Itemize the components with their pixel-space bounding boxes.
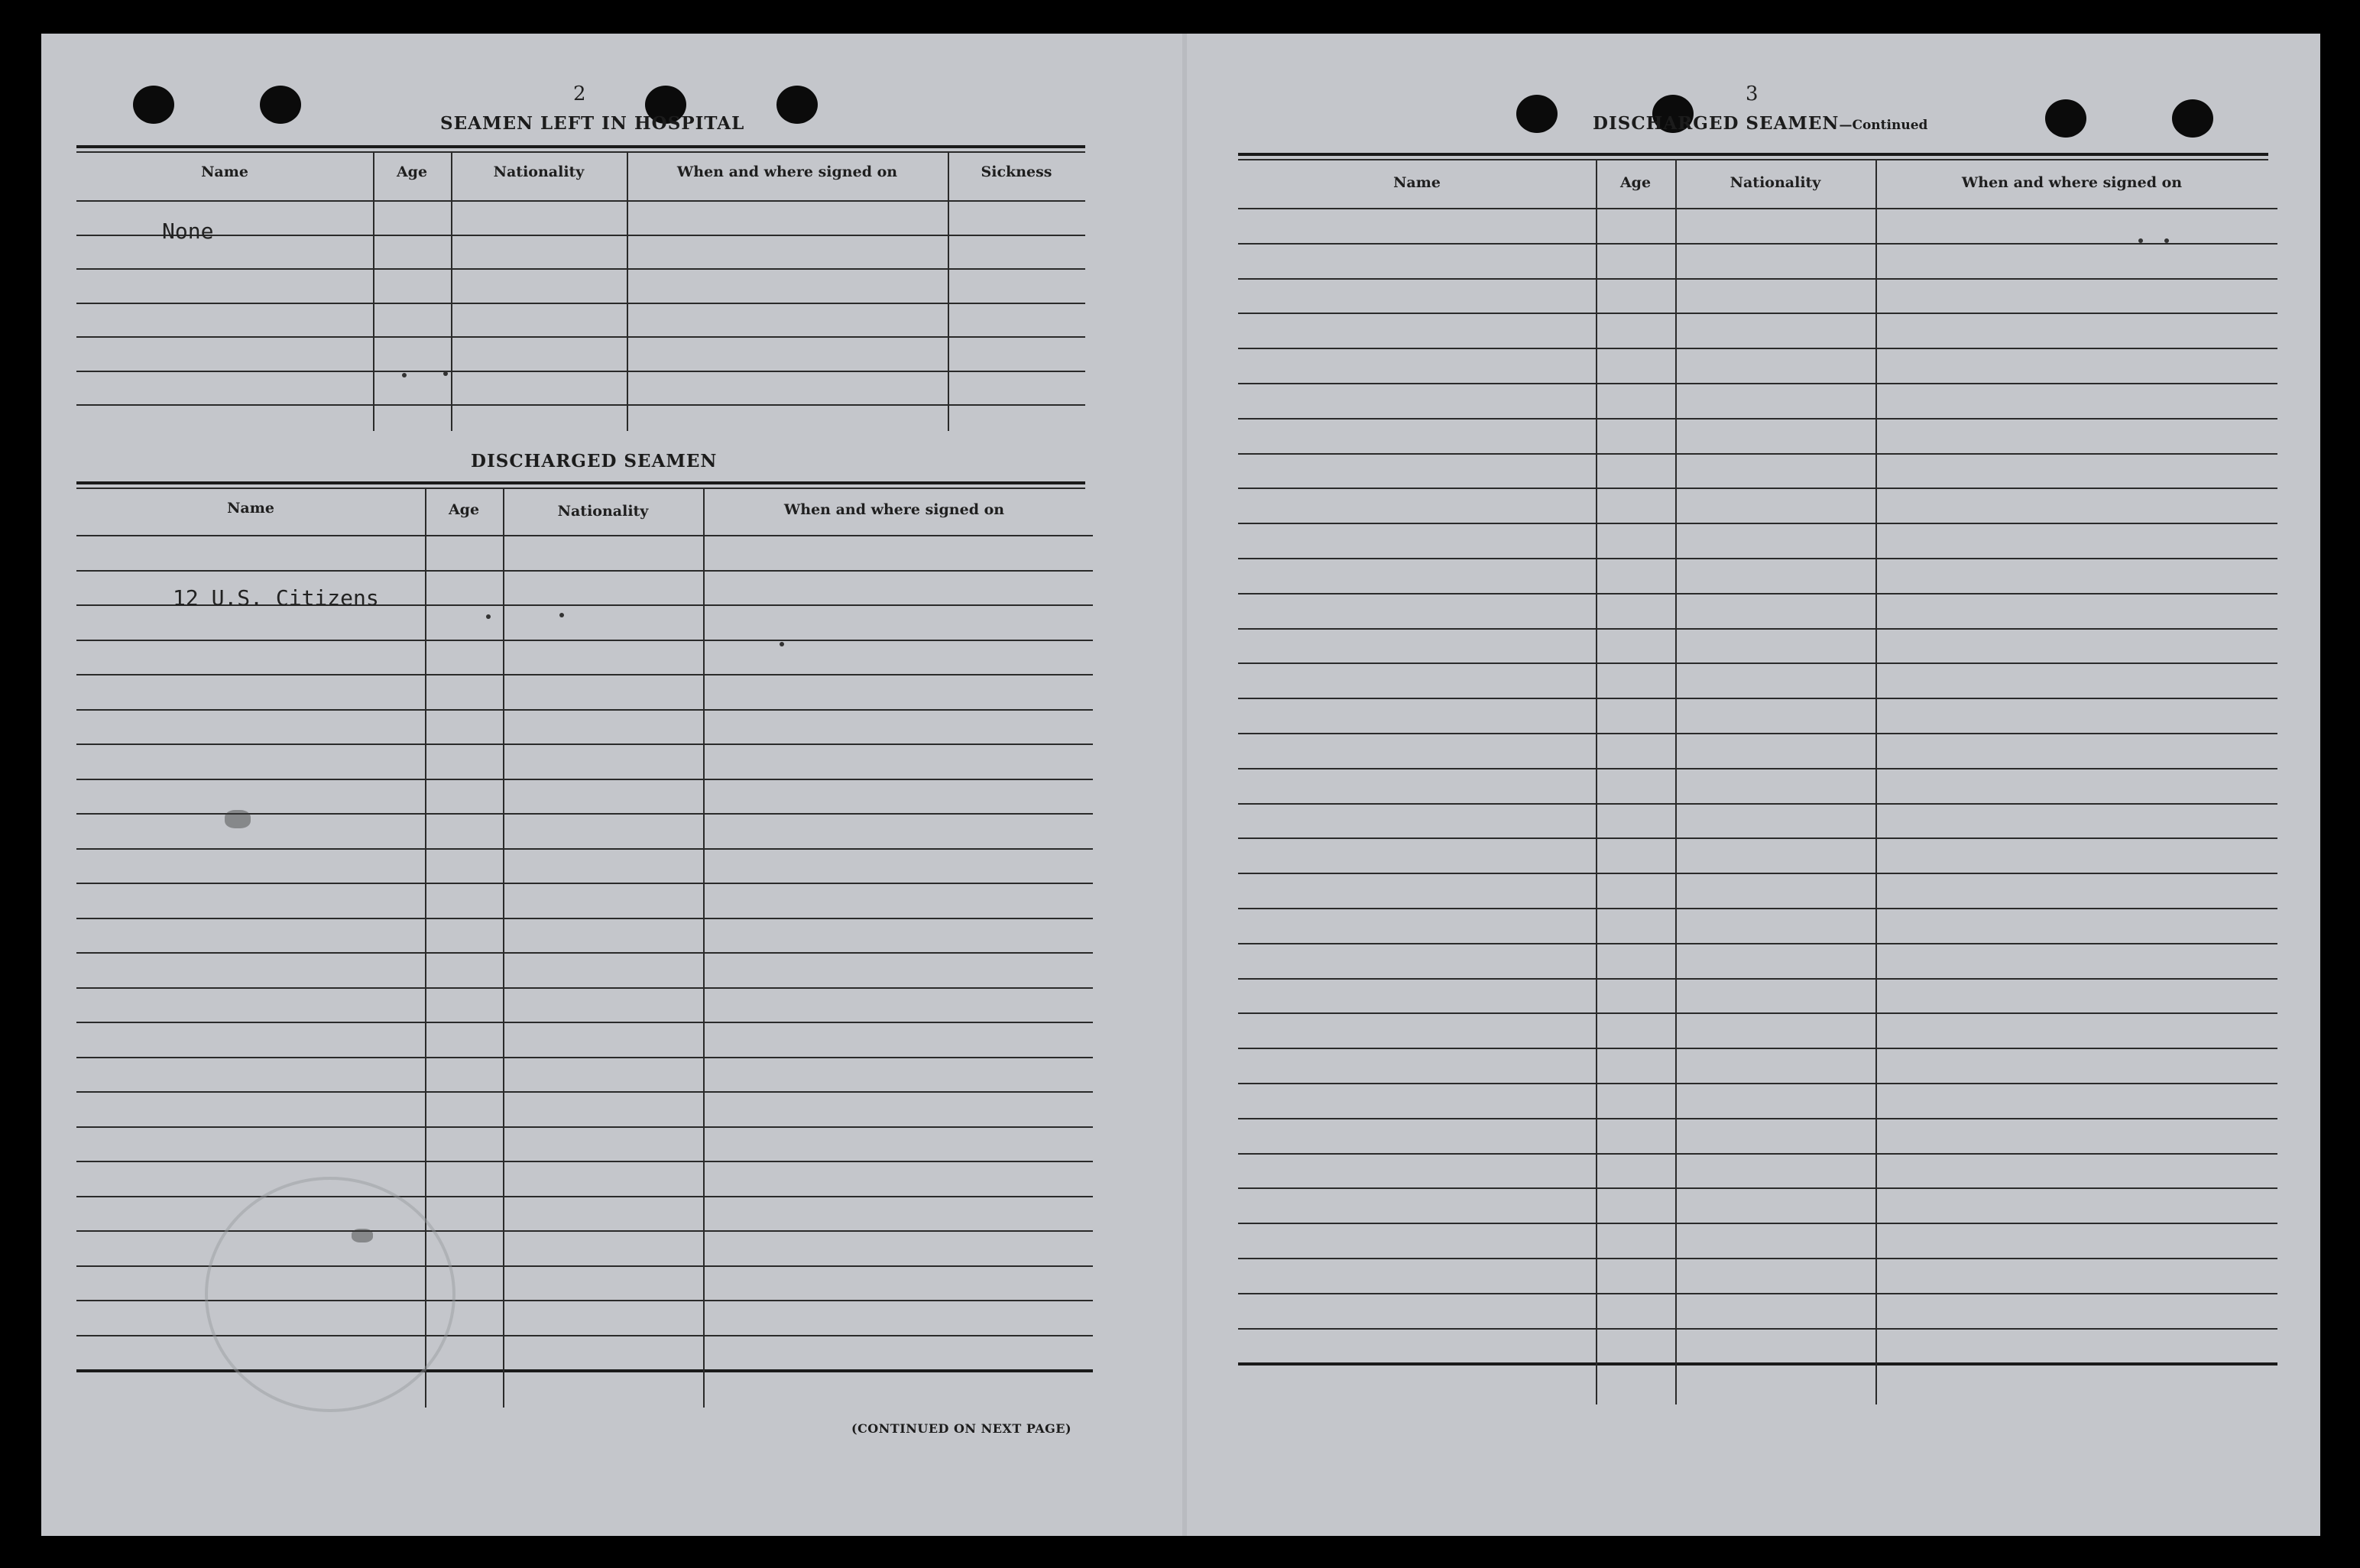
punch-hole [1516, 95, 1558, 133]
hospital-col-signed-on: When and where signed on [676, 164, 898, 180]
ruled-line [76, 709, 1093, 711]
right-col-nationality: Nationality [1729, 174, 1821, 191]
ink-dot [402, 373, 407, 377]
ruled-line [76, 674, 1093, 675]
ruled-line [76, 570, 1093, 572]
column-divider [627, 151, 628, 431]
ruled-line [76, 535, 1093, 536]
ruled-line [1238, 1153, 2277, 1155]
hospital-section-title: SEAMEN LEFT IN HOSPITAL [440, 113, 745, 134]
continued-title-suffix: —Continued [1839, 118, 1928, 133]
ruled-line [1238, 943, 2277, 944]
column-divider [451, 151, 452, 431]
hospital-col-age: Age [396, 164, 428, 180]
discharged-entry: 12 U.S. Citizens [173, 585, 379, 611]
ruled-line [1238, 908, 2277, 909]
ruled-line [76, 1369, 1093, 1372]
ruled-line [1238, 837, 2277, 839]
ink-dot [2164, 238, 2169, 243]
table-rule [1238, 159, 2268, 160]
ink-dot [486, 614, 491, 619]
ruled-line [1238, 1048, 2277, 1049]
ruled-line [76, 1091, 1093, 1093]
discharged-col-name: Name [227, 500, 274, 517]
ink-dot [2138, 238, 2143, 243]
ruled-line [76, 303, 1085, 304]
hospital-col-name: Name [201, 164, 248, 180]
punch-hole [776, 86, 818, 124]
ruled-line [1238, 348, 2277, 349]
column-divider [1675, 159, 1677, 1404]
punch-hole [260, 86, 301, 124]
page-number: 2 [573, 83, 586, 105]
ruled-line [1238, 488, 2277, 489]
ruled-line [1238, 1362, 2277, 1366]
continued-note: (CONTINUED ON NEXT PAGE) [851, 1421, 1072, 1436]
ruled-line [1238, 523, 2277, 524]
punch-hole [2172, 99, 2213, 138]
ruled-line [76, 987, 1093, 989]
hospital-col-sickness: Sickness [981, 164, 1052, 180]
right-page [1185, 34, 2320, 1536]
ruled-line [1238, 1118, 2277, 1119]
continued-title-text: DISCHARGED SEAMEN [1593, 113, 1840, 134]
ruled-line [76, 268, 1085, 270]
ink-smudge [225, 810, 251, 828]
ruled-line [76, 640, 1093, 641]
ruled-line [76, 200, 1085, 202]
ruled-line [76, 1022, 1093, 1023]
ruled-line [1238, 1223, 2277, 1224]
column-divider [1596, 159, 1597, 1404]
ruled-line [1238, 698, 2277, 699]
ruled-line [1238, 1187, 2277, 1189]
column-divider [503, 488, 504, 1408]
column-divider [703, 488, 705, 1408]
ruled-line [1238, 453, 2277, 455]
column-divider [1875, 159, 1877, 1404]
ruled-line [1238, 1083, 2277, 1084]
ruled-line [1238, 1293, 2277, 1294]
ruled-line [76, 404, 1085, 406]
ruled-line [1238, 208, 2277, 209]
ink-dot [443, 371, 448, 376]
page-number: 3 [1746, 83, 1759, 105]
discharged-col-signed-on: When and where signed on [783, 501, 1005, 518]
ruled-line [76, 883, 1093, 884]
punch-hole [2045, 99, 2086, 138]
table-rule [76, 151, 1085, 153]
ruled-line [76, 1161, 1093, 1162]
ruled-line [1238, 593, 2277, 594]
continued-section-title [1593, 113, 1927, 134]
ruled-line [1238, 418, 2277, 420]
right-col-age: Age [1619, 174, 1652, 191]
table-rule [76, 145, 1085, 148]
ruled-line [1238, 873, 2277, 874]
hospital-entry: None [162, 219, 214, 244]
ink-dot [780, 642, 784, 646]
ruled-line [1238, 1328, 2277, 1330]
ruled-line [1238, 803, 2277, 805]
faded-stamp [205, 1177, 455, 1412]
ruled-line [76, 779, 1093, 780]
column-divider [948, 151, 949, 431]
table-rule [76, 488, 1085, 489]
ruled-line [1238, 278, 2277, 280]
ruled-line [1238, 628, 2277, 630]
ruled-line [76, 1057, 1093, 1058]
ink-dot [559, 613, 564, 617]
discharged-section-title: DISCHARGED SEAMEN [471, 451, 718, 471]
ruled-line [1238, 768, 2277, 769]
right-col-signed-on: When and where signed on [1961, 174, 2183, 191]
ruled-line [1238, 243, 2277, 245]
ruled-line [76, 848, 1093, 850]
hospital-col-nationality: Nationality [493, 164, 585, 180]
ruled-line [1238, 1258, 2277, 1259]
ruled-line [1238, 313, 2277, 314]
ruled-line [76, 952, 1093, 954]
ruled-line [1238, 663, 2277, 664]
ruled-line [1238, 558, 2277, 559]
page-fold [1182, 34, 1187, 1536]
column-divider [373, 151, 374, 431]
ink-smudge [352, 1229, 373, 1242]
table-rule [1238, 153, 2268, 156]
discharged-col-age: Age [448, 501, 480, 518]
ruled-line [76, 336, 1085, 338]
ruled-line [1238, 383, 2277, 384]
ruled-line [76, 1196, 1093, 1197]
right-col-name: Name [1393, 174, 1441, 191]
ruled-line [76, 371, 1085, 372]
ruled-line [1238, 978, 2277, 980]
discharged-col-nationality: Nationality [557, 503, 649, 520]
ruled-line [76, 918, 1093, 919]
ruled-line [76, 744, 1093, 745]
punch-hole [133, 86, 174, 124]
table-rule [76, 481, 1085, 484]
ruled-line [1238, 733, 2277, 734]
ruled-line [76, 1126, 1093, 1128]
ruled-line [76, 235, 1085, 236]
ruled-line [1238, 1012, 2277, 1014]
